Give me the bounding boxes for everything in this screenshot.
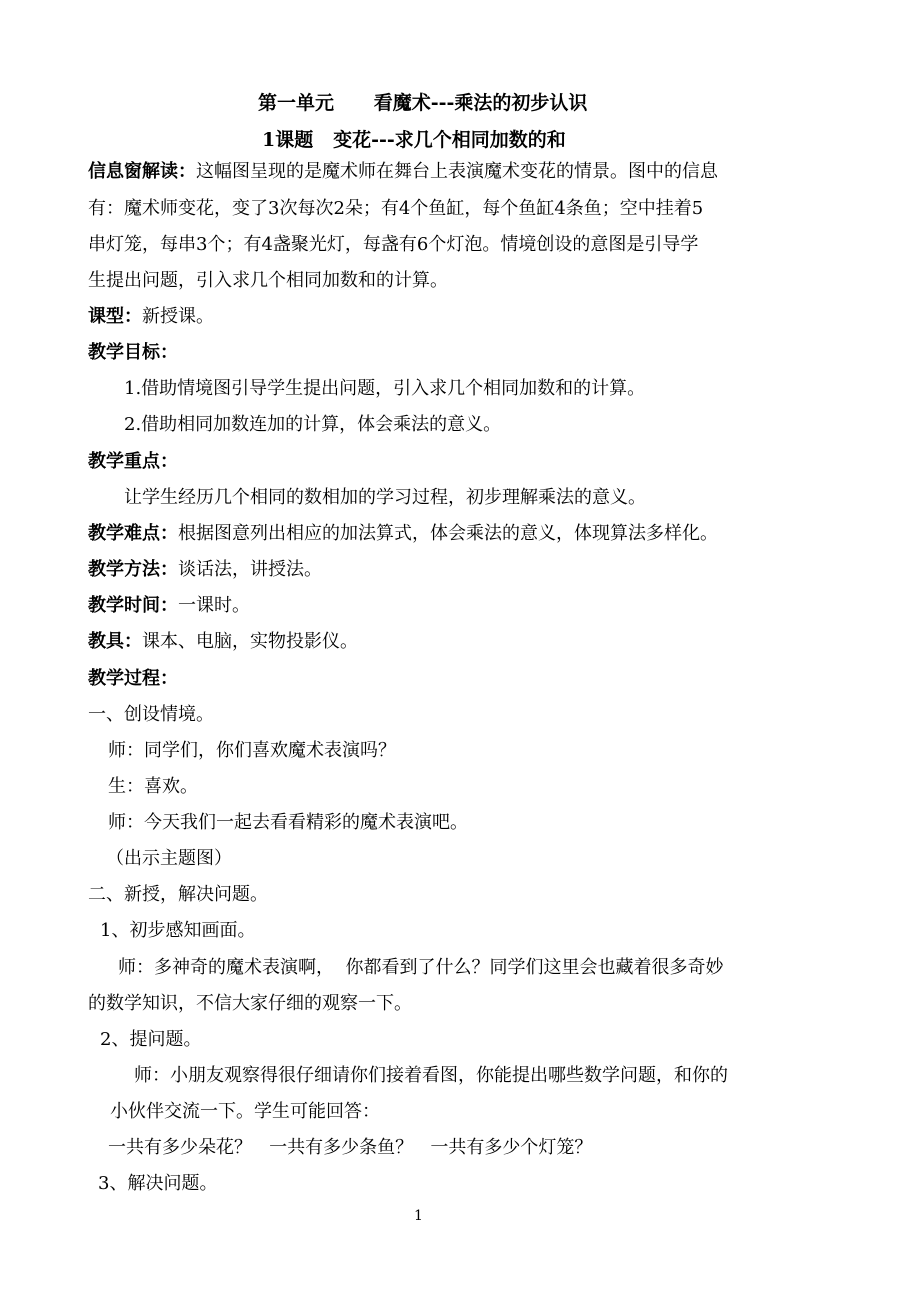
goal-item-1: 1.借助情境图引导学生提出问题，引入求几个相同加数和的计算。 — [124, 378, 646, 399]
info-line-2: 有：魔术师变花，变了3次每次2朵；有4个鱼缸，每个鱼缸4条鱼；空中挂着5 — [88, 198, 704, 219]
info-line-1 — [88, 160, 718, 184]
step-1-text-2: 的数学知识，不信大家仔细的观察一下。 — [88, 993, 412, 1014]
dialog-line-4: （出示主题图） — [106, 848, 232, 869]
step-1-heading: 1、初步感知画面。 — [100, 920, 256, 941]
info-label: 信息窗解读： — [88, 161, 196, 182]
key-points-text: 让学生经历几个相同的数相加的学习过程，初步理解乘法的意义。 — [124, 487, 646, 508]
step-2-text-1: 师：小朋友观察得很仔细请你们接着看图，你能提出哪些数学问题，和你的 — [134, 1065, 728, 1086]
methods — [88, 558, 322, 582]
dialog-line-3: 师：今天我们一起去看看精彩的魔术表演吧。 — [108, 812, 468, 833]
methods-label: 教学方法： — [88, 559, 178, 580]
step-2-heading: 2、提问题。 — [100, 1029, 202, 1050]
dialog-line-2: 生：喜欢。 — [108, 776, 198, 797]
lesson-type — [88, 305, 214, 329]
teaching-tools — [88, 630, 358, 654]
dialog-line-1: 师：同学们，你们喜欢魔术表演吗？ — [108, 740, 396, 761]
key-points-label: 教学重点： — [88, 451, 178, 472]
goals-label: 教学目标： — [88, 342, 178, 363]
methods-text: 谈话法，讲授法。 — [178, 559, 322, 580]
step-2-text-2: 小伙伴交流一下。学生可能回答： — [110, 1101, 380, 1122]
difficulties-label: 教学难点： — [88, 523, 178, 544]
lesson-type-label: 课型： — [88, 306, 142, 327]
process-label: 教学过程： — [88, 668, 178, 689]
difficulties-text: 根据图意列出相应的加法算式，体会乘法的意义，体现算法多样化。 — [178, 523, 718, 544]
step-1-text-1: 师：多神奇的魔术表演啊， 你都看到了什么？同学们这里会也藏着很多奇妙 — [118, 957, 724, 978]
tools-label: 教具： — [88, 631, 142, 652]
lesson-type-value: 新授课。 — [142, 306, 214, 327]
time-text: 一课时。 — [178, 595, 250, 616]
step-3-heading: 3、解决问题。 — [98, 1173, 218, 1194]
goal-item-2: 2.借助相同加数连加的计算，体会乘法的意义。 — [124, 414, 502, 435]
section-2-heading: 二、新授，解决问题。 — [88, 884, 268, 905]
tools-text: 课本、电脑，实物投影仪。 — [142, 631, 358, 652]
info-line-4: 生提出问题，引入求几个相同加数和的计算。 — [88, 270, 448, 291]
section-1-heading: 一、创设情境。 — [88, 704, 214, 725]
teaching-time — [88, 594, 250, 618]
info-text-1: 这幅图呈现的是魔术师在舞台上表演魔术变花的情景。图中的信息 — [196, 161, 718, 182]
page-number: 1 — [414, 1208, 423, 1224]
info-line-3: 串灯笼，每串3个；有4盏聚光灯，每盏有6个灯泡。情境创设的意图是引导学 — [88, 234, 699, 255]
difficulties — [88, 522, 718, 546]
lesson-title: 1课题 变花---求几个相同加数的和 — [262, 129, 566, 151]
unit-title: 第一单元 看魔术---乘法的初步认识 — [258, 92, 588, 114]
time-label: 教学时间： — [88, 595, 178, 616]
example-questions: 一共有多少朵花？ 一共有多少条鱼？ 一共有多少个灯笼？ — [108, 1137, 593, 1158]
